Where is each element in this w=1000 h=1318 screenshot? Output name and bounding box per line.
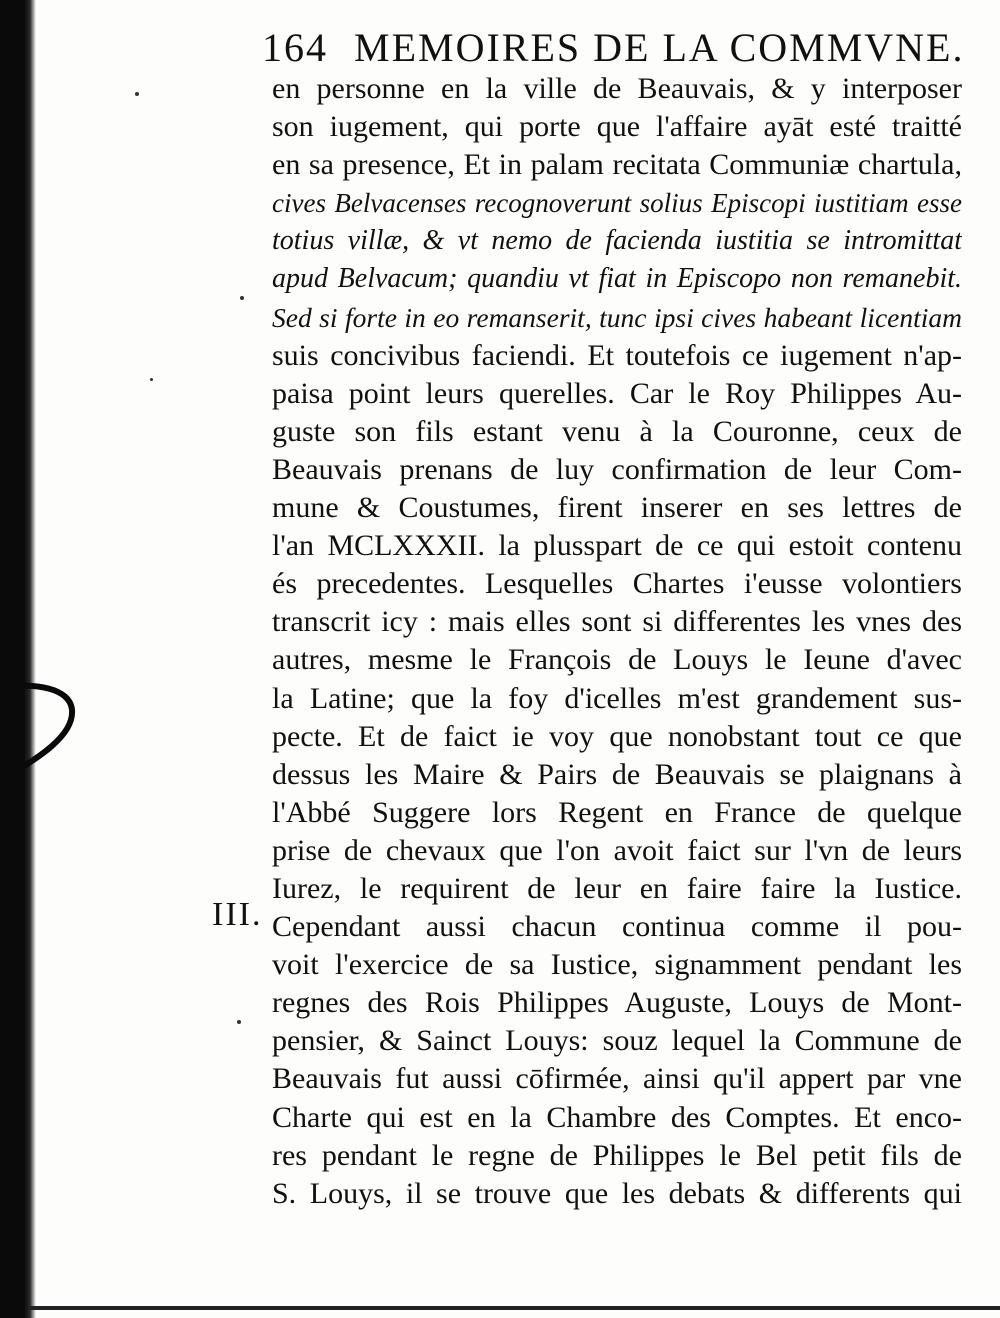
text-line: son iugement, qui porte que l'affaire ayāt esté traitté: [272, 110, 962, 144]
page-bottom-edge: [30, 1306, 1000, 1310]
ink-speck: [237, 1020, 241, 1024]
margin-bracket-mark: [0, 680, 90, 790]
text-line: és precedentes. Lesquelles Chartes i'eusse volontiers: [272, 567, 962, 601]
text-line: totius villæ, & vt nemo de facienda iustitia se intromittat: [272, 225, 962, 257]
text-line: S. Louys, il se trouve que les debats & differents qui: [272, 1176, 962, 1210]
binding-edge: [0, 0, 36, 1318]
text-line: regnes des Rois Philippes Auguste, Louys de Mont-: [272, 986, 962, 1020]
text-line: pecte. Et de faict ie voy que nonobstant tout ce que: [272, 719, 962, 753]
text-line: guste son fils estant venu à la Couronne, ceux de: [272, 414, 962, 448]
text-line: mune & Coustumes, firent inserer en ses lettres de: [272, 491, 962, 525]
text-line: prise de chevaux que l'on avoit faict sur l'vn de leurs: [272, 833, 962, 867]
running-header: [262, 24, 965, 72]
text-line: cives Belvacenses recognoverunt solius Episcopi iustitiam esse: [272, 188, 962, 219]
ink-speck: [135, 92, 139, 96]
ink-speck: [240, 296, 244, 300]
ink-speck: [150, 378, 153, 381]
text-line: Charte qui est en la Chambre des Comptes. Et enco-: [272, 1100, 962, 1134]
text-line: res pendant le regne de Philippes le Bel petit fils de: [272, 1138, 962, 1172]
text-line: suis concivibus faciendi. Et toutefois ce iugement n'ap-: [272, 338, 962, 372]
text-line: dessus les Maire & Pairs de Beauvais se plaignans à: [272, 757, 962, 791]
text-line: Iurez, le requirent de leur en faire faire la Iustice.: [272, 871, 962, 905]
body-text: [272, 70, 962, 1213]
text-line: l'an MCLXXXII. la plusspart de ce qui estoit contenu: [272, 529, 962, 563]
text-line: paisa point leurs querelles. Car le Roy Philippes Au-: [272, 376, 962, 410]
section-marker: III.: [212, 896, 263, 933]
text-line: Beauvais prenans de luy confirmation de leur Com-: [272, 452, 962, 486]
text-line: transcrit icy : mais elles sont si differentes les vnes des: [272, 605, 962, 639]
text-line: en personne en la ville de Beauvais, & y interposer: [272, 72, 962, 105]
text-line: Sed si forte in eo remanserit, tunc ipsi cives habeant licentiam: [272, 301, 962, 333]
page-number: 164: [262, 25, 328, 70]
text-line: apud Belvacum; quandiu vt fiat in Episcopo non remanebit.: [272, 263, 962, 295]
text-line: voit l'exercice de sa Iustice, signamment pendant les: [272, 948, 962, 982]
text-line: en sa presence, Et in palam recitata Communiæ chartula,: [272, 148, 962, 182]
text-line: la Latine; que la foy d'icelles m'est grandement sus-: [272, 681, 962, 715]
text-line: autres, mesme le François de Louys le Ieune d'avec: [272, 643, 962, 677]
text-line: Cependant aussi chacun continua comme il pou-: [272, 910, 962, 944]
running-title: MEMOIRES DE LA COMMVNE.: [354, 25, 965, 70]
text-line: pensier, & Sainct Louys: souz lequel la Commune de: [272, 1024, 962, 1058]
text-line: Beauvais fut aussi cōfirmée, ainsi qu'il appert par vne: [272, 1062, 962, 1096]
text-line: l'Abbé Suggere lors Regent en France de quelque: [272, 795, 962, 829]
